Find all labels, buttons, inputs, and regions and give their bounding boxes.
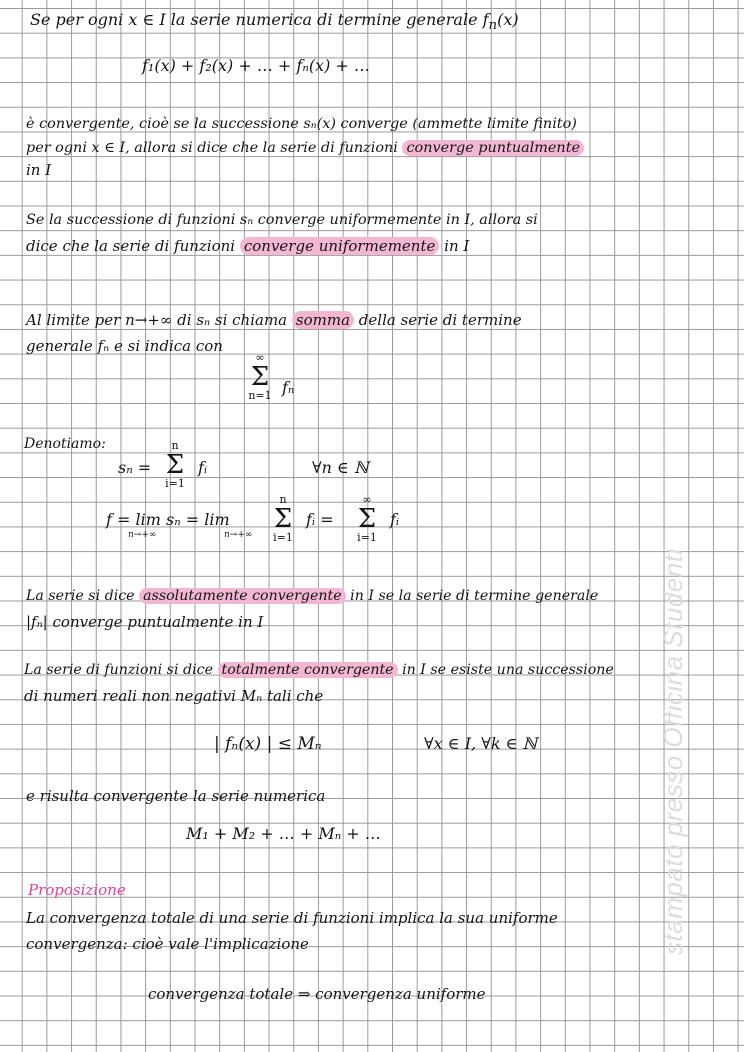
sn-term: fᵢ <box>198 458 208 477</box>
lim-under-1: n→+∞ <box>128 530 157 540</box>
sigma-sum-1: ∞ Σ n=1 <box>248 351 272 402</box>
line-1: Se per ogni x ∈ I la serie numerica di termine generale $f_n(x)$ <box>30 10 519 34</box>
line-3b: per ogni x ∈ I, allora si dice che la serie di funzioni converge puntualmente <box>26 138 584 158</box>
lim-under-2: n→+∞ <box>224 530 253 540</box>
sigma-f-1: n Σ i=1 <box>273 493 293 544</box>
inequality-quantifiers: ∀x ∈ I, ∀k ∈ ℕ <box>424 734 538 753</box>
m-series: M₁ + M₂ + … + Mₙ + … <box>186 824 381 843</box>
highlight-assolutamente-convergente: assolutamente convergente <box>139 588 346 604</box>
line-7a: La serie di funzioni si dice totalmente convergente in I se esiste una successione <box>24 662 614 678</box>
highlight-converge-uniformemente: converge uniformemente <box>240 237 440 255</box>
implication: convergenza totale ⇒ convergenza uniforme <box>148 985 486 1003</box>
line-6a: La serie si dice assolutamente convergente in I se la serie di termine generale <box>26 588 599 604</box>
line-9b: convergenza: cioè vale l'implicazione <box>26 935 309 953</box>
sn-lhs: sₙ = <box>118 458 152 477</box>
f-lhs: f = lim sₙ = lim <box>106 510 230 529</box>
series-expression: f₁(x) + f₂(x) + … + fₙ(x) + … <box>142 56 370 75</box>
line-4a: Se la successione di funzioni sₙ converge uniformemente in I, allora si <box>26 212 538 228</box>
line-7b: di numeri reali non negativi Mₙ tali che <box>24 687 324 705</box>
line-9a: La convergenza totale di una serie di funzioni implica la sua uniforme <box>26 909 558 927</box>
line-8: e risulta convergente la serie numerica <box>26 787 326 805</box>
highlight-somma: somma <box>292 311 354 329</box>
watermark: stampato presso Officina Studenti <box>658 548 688 955</box>
highlight-totalmente-convergente: totalmente convergente <box>218 662 398 678</box>
denotiamo-label: Denotiamo: <box>24 436 106 452</box>
line-6b: |fₙ| converge puntualmente in I <box>26 613 264 631</box>
line-4b: dice che la serie di funzioni converge uniformemente in I <box>26 237 470 255</box>
sn-forall: ∀n ∈ ℕ <box>312 458 369 477</box>
f-mid: fᵢ = <box>306 510 334 529</box>
inequality: | fₙ(x) | ≤ Mₙ <box>214 734 322 754</box>
line-3a: è convergente, cioè se la successione sₙ(x) converge (ammette limite finito) <box>26 116 577 132</box>
sigma-sn: n Σ i=1 <box>165 439 185 490</box>
line-5b: generale fₙ e si indica con <box>26 337 223 355</box>
sigma-f-2: ∞ Σ i=1 <box>357 493 377 544</box>
proposition-title: Proposizione <box>28 881 126 899</box>
line-3c: in I <box>26 161 52 179</box>
line-5a: Al limite per n→+∞ di sₙ si chiama somma della serie di termine <box>26 311 522 329</box>
f-term2: fᵢ <box>390 510 400 529</box>
highlight-converge-puntualmente: converge puntualmente <box>402 140 584 156</box>
sum1-term: fₙ <box>282 378 295 397</box>
